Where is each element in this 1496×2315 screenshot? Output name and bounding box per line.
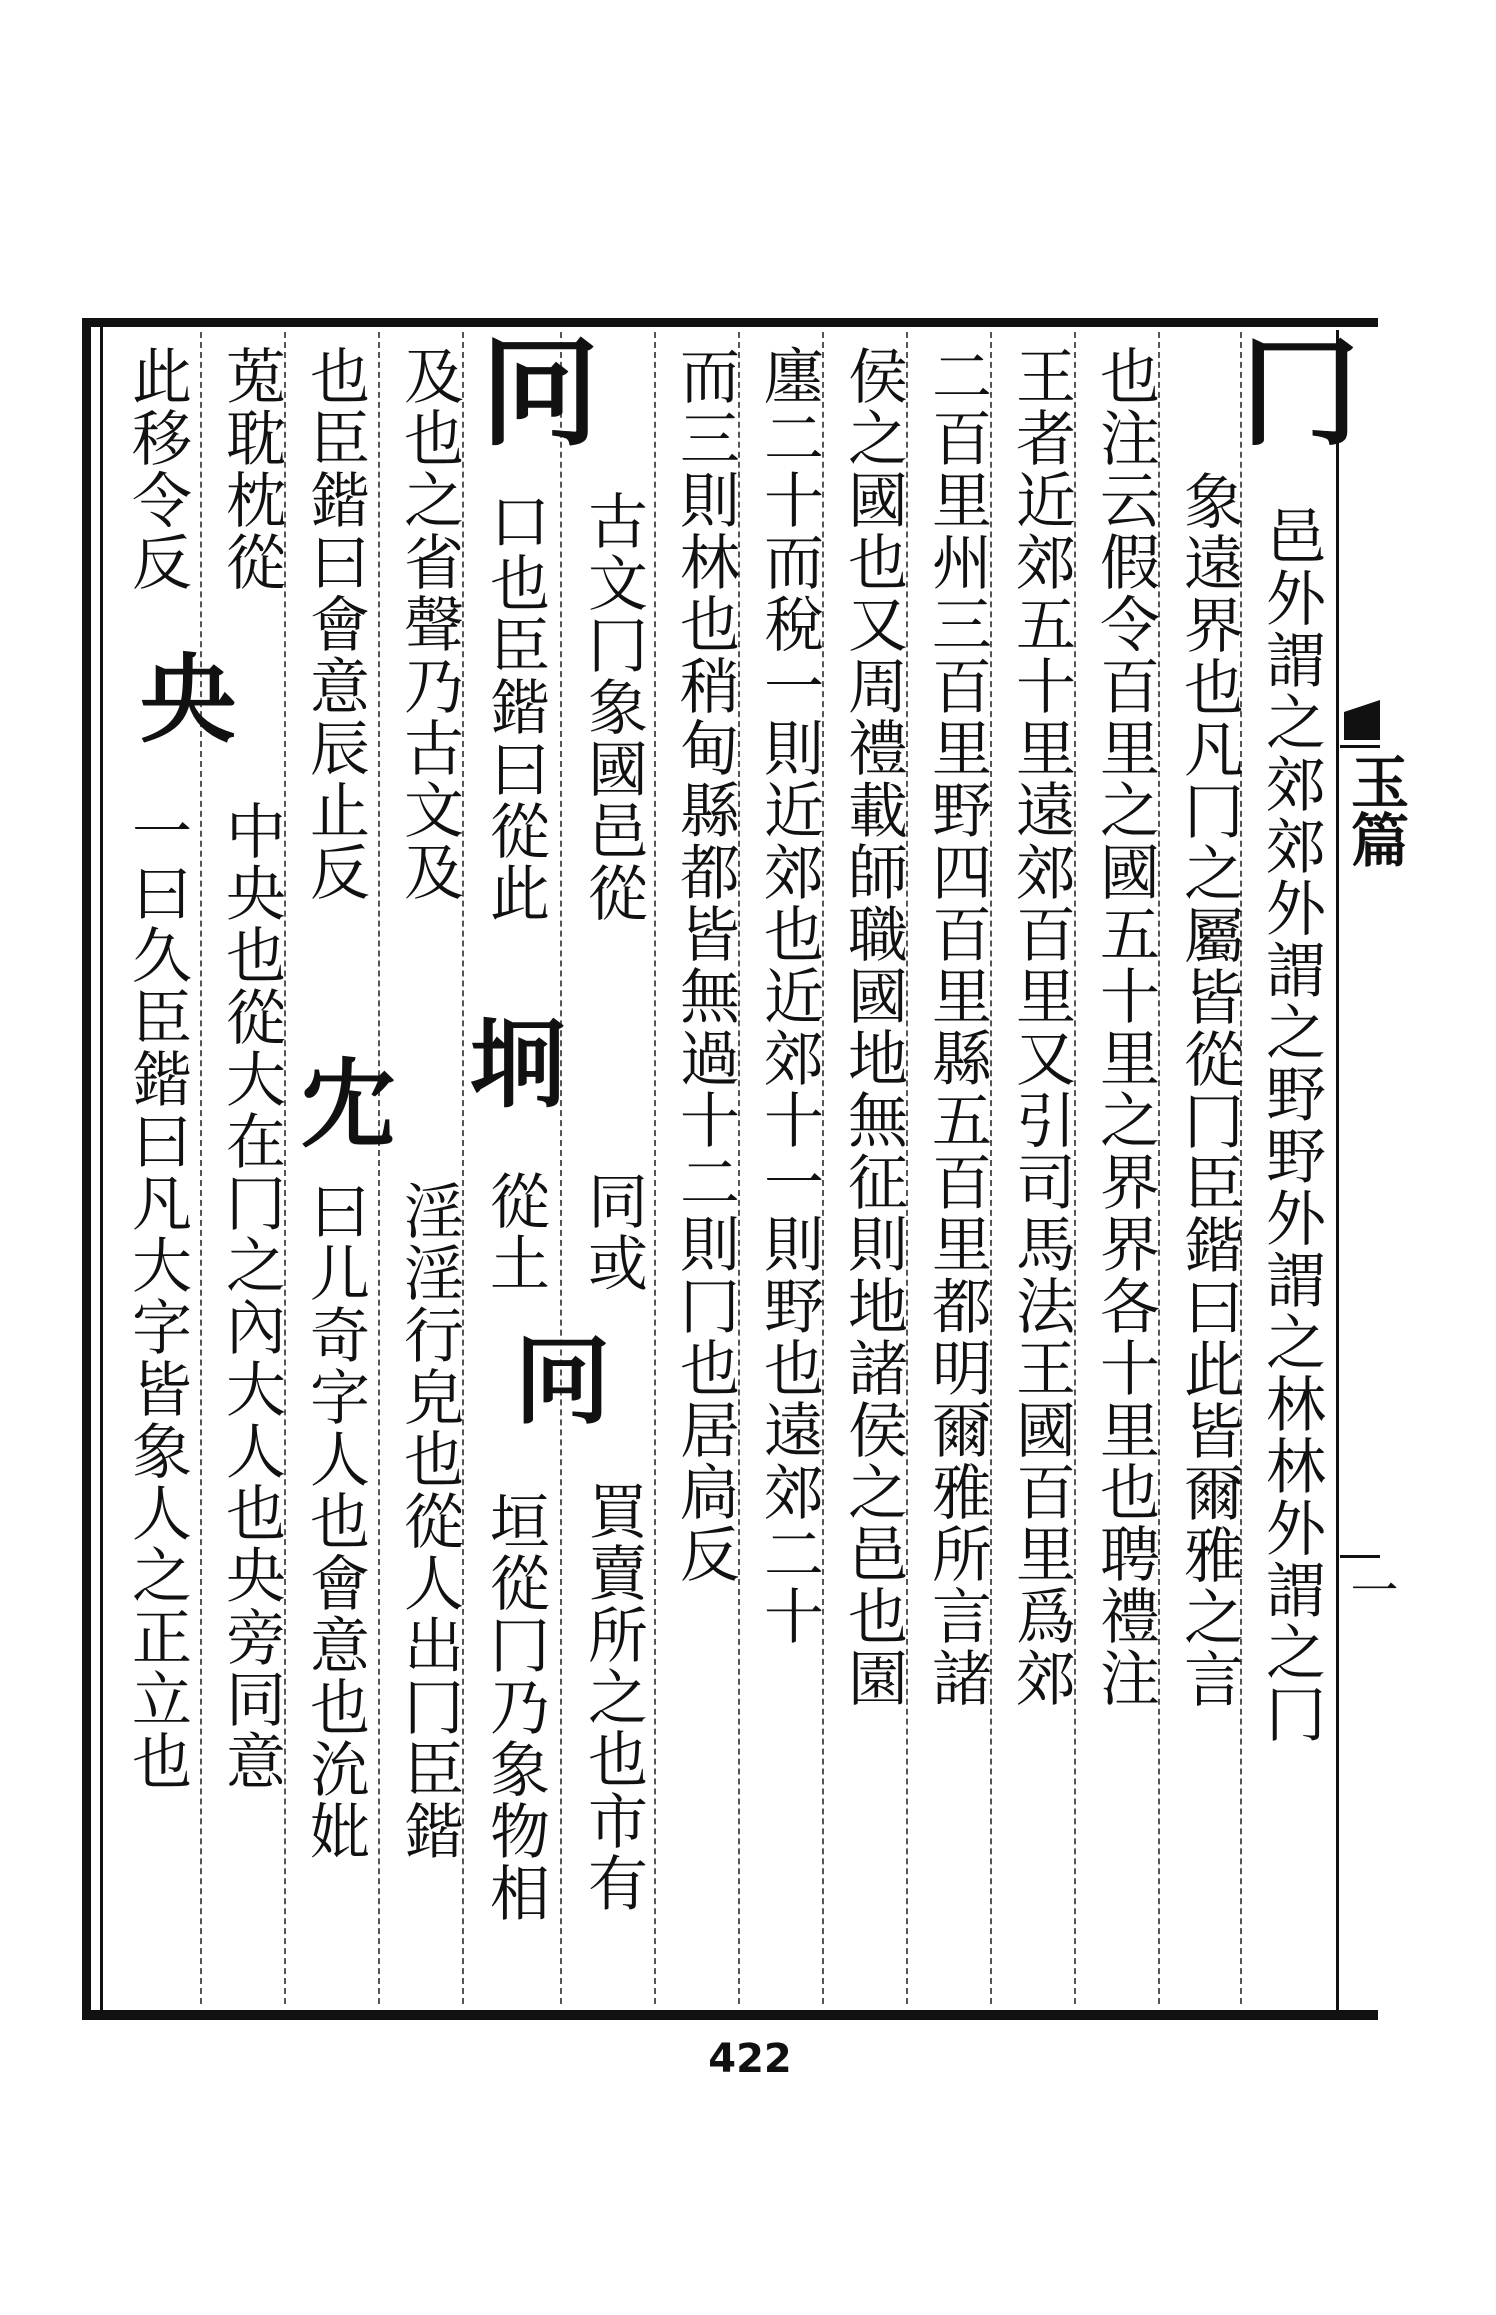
- text-column-1: 邑外謂之郊郊外謂之野野外謂之林林外謂之冂: [1256, 505, 1326, 1745]
- section-number-label: 一: [1342, 1565, 1398, 1613]
- text-column-6: 侯之國也又周禮載師職國地無征則地諸侯之邑也園: [838, 345, 908, 1709]
- frame-right-border: [1336, 330, 1339, 2010]
- text-column-14-a: 此移令反: [122, 345, 192, 593]
- seal-script-headword: 冋: [461, 330, 600, 444]
- edge-tick: [1340, 745, 1380, 748]
- text-column-4: 王者近郊五十里遠郊百里又引司馬法王國百里爲郊: [1006, 345, 1076, 1709]
- column-rule: [378, 332, 380, 2004]
- text-column-11-b: 淫淫行皃也從人出冂臣鍇: [394, 1180, 464, 1862]
- text-column-3: 也注云假令百里之國五十里之界界各十里也聘禮注: [1090, 345, 1160, 1709]
- text-column-12-b: 曰儿奇字人也會意也沇妣: [300, 1180, 370, 1862]
- text-column-10-c: 垣從冂乃象物相: [480, 1490, 550, 1924]
- frame-bottom-border: [82, 2010, 1378, 2020]
- text-column-8: 而三則林也稍甸縣都皆無過十二則冂也居扃反: [670, 345, 740, 1585]
- text-column-9-d: 買賣所之也市有: [578, 1480, 648, 1914]
- text-column-13-a: 莵耽枕從: [216, 345, 286, 593]
- text-column-11-a: 及也之省聲乃古文及: [394, 345, 464, 903]
- seal-script-headword: 央: [140, 643, 236, 756]
- column-rule: [200, 332, 202, 2004]
- seal-script-headword: 冘: [300, 1048, 396, 1161]
- book-title-label: 玉篇: [1341, 752, 1409, 868]
- column-rule: [654, 332, 656, 2004]
- seal-script-headword: 坰: [470, 1008, 566, 1121]
- fish-tail-mark: [1344, 700, 1380, 740]
- frame-top-border: [82, 318, 1378, 327]
- text-column-10-a: 口也臣鍇曰從此: [480, 490, 550, 924]
- page-number: 422: [708, 2036, 792, 2082]
- text-column-9-a: 古文冂象國邑從: [578, 490, 648, 924]
- text-column-2: 象遠界也凡冂之屬皆從冂臣鍇曰此皆爾雅之言: [1174, 470, 1244, 1710]
- text-column-7: 廛二十而稅一則近郊也近郊十一則野也遠郊二十: [754, 345, 824, 1647]
- seal-script-headword: 冂: [1221, 330, 1360, 444]
- text-column-14-b: 一曰久臣鍇曰凡大字皆象人之正立也: [122, 800, 192, 1792]
- text-column-12-a: 也臣鍇曰會意辰止反: [300, 345, 370, 903]
- text-column-9-b: 同或: [578, 1170, 648, 1294]
- text-column-13-b: 中央也從大在冂之內大人也央旁同意: [216, 800, 286, 1792]
- text-column-10-b: 從土: [480, 1170, 550, 1294]
- frame-left-border: [82, 318, 91, 2020]
- edge-tick: [1340, 1555, 1380, 1558]
- frame-left-inner-border: [100, 318, 103, 2020]
- seal-script-headword: 冋: [499, 1330, 612, 1426]
- column-rule: [560, 332, 562, 2004]
- text-column-5: 二百里州三百里野四百里縣五百里都明爾雅所言諸: [922, 345, 992, 1709]
